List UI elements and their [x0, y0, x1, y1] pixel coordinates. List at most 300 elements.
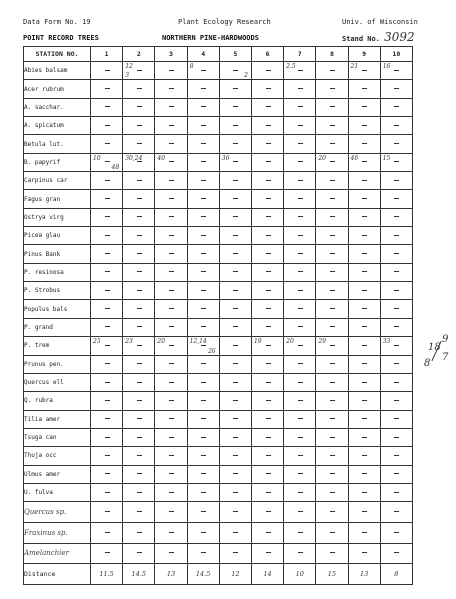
cell-tick — [330, 70, 335, 71]
record-cell — [155, 337, 187, 355]
cell-tick — [137, 271, 142, 272]
cell-tick — [266, 455, 271, 456]
cell-tick — [233, 198, 238, 199]
handwritten-species-row — [24, 522, 413, 543]
cell-tick — [330, 345, 335, 346]
handwritten-entry: 20 — [318, 154, 326, 162]
cell-tick — [169, 511, 174, 512]
species-name: Abies balsam — [24, 62, 91, 80]
distance-value: 10 — [284, 564, 316, 585]
cell-tick — [105, 437, 110, 438]
record-cell — [316, 153, 348, 171]
record-cell — [123, 80, 155, 98]
cell-tick — [394, 511, 399, 512]
record-cell — [187, 428, 219, 446]
cell-tick — [201, 511, 206, 512]
cell-tick — [330, 511, 335, 512]
cell-tick — [105, 180, 110, 181]
record-cell — [380, 190, 412, 208]
station-col-2: 2 — [123, 47, 155, 62]
record-cell — [316, 318, 348, 336]
record-cell — [251, 373, 283, 391]
species-name: Carpinus car — [24, 172, 91, 190]
cell-tick — [362, 552, 367, 553]
cell-tick — [394, 88, 399, 89]
cell-tick — [362, 161, 367, 162]
cell-tick — [233, 88, 238, 89]
record-cell — [91, 502, 123, 523]
cell-tick — [362, 400, 367, 401]
station-col-10: 10 — [380, 47, 412, 62]
cell-tick — [266, 326, 271, 327]
cell-tick — [330, 473, 335, 474]
cell-tick — [266, 161, 271, 162]
cell-tick — [394, 308, 399, 309]
record-cell — [187, 300, 219, 318]
species-name: Q. rubra — [24, 392, 91, 410]
record-cell — [348, 392, 380, 410]
record-cell — [348, 135, 380, 153]
cell-tick — [137, 308, 142, 309]
cell-tick — [362, 382, 367, 383]
record-cell — [284, 263, 316, 281]
cell-tick — [201, 492, 206, 493]
cell-tick — [169, 125, 174, 126]
record-cell — [123, 62, 155, 80]
record-cell — [91, 98, 123, 116]
handwritten-entry: 46 — [350, 154, 359, 162]
record-cell — [187, 263, 219, 281]
handwritten-entry: 12,14 — [189, 338, 207, 346]
record-cell — [187, 282, 219, 300]
cell-tick — [137, 345, 142, 346]
record-cell — [380, 208, 412, 226]
cell-tick — [266, 198, 271, 199]
cell-tick — [362, 198, 367, 199]
species-row — [24, 373, 413, 391]
species-row — [24, 392, 413, 410]
record-cell — [284, 62, 316, 80]
cell-tick — [394, 552, 399, 553]
station-col-9: 9 — [348, 47, 380, 62]
species-name: Quercus ell — [24, 373, 91, 391]
cell-tick — [266, 363, 271, 364]
cell-tick — [362, 271, 367, 272]
record-cell — [316, 355, 348, 373]
species-row — [24, 227, 413, 245]
cell-tick — [137, 235, 142, 236]
species-row — [24, 135, 413, 153]
record-cell — [380, 337, 412, 355]
record-cell — [251, 282, 283, 300]
record-cell — [155, 300, 187, 318]
cell-tick — [394, 253, 399, 254]
cell-tick — [394, 437, 399, 438]
record-cell — [380, 447, 412, 465]
cell-tick — [298, 106, 303, 107]
record-cell — [187, 80, 219, 98]
margin-note-bottom2: 7 — [442, 352, 449, 363]
record-cell — [348, 318, 380, 336]
handwritten-entry: 20 — [286, 338, 294, 346]
record-cell — [251, 392, 283, 410]
record-cell — [187, 98, 219, 116]
cell-tick — [266, 552, 271, 553]
record-cell — [123, 465, 155, 483]
cell-tick — [105, 492, 110, 493]
cell-tick — [201, 363, 206, 364]
record-cell — [123, 410, 155, 428]
forest-type: NORTHERN PINE-HARDWOODS — [162, 34, 259, 42]
cell-tick — [105, 125, 110, 126]
distance-value: 14.5 — [187, 564, 219, 585]
distance-value: 12 — [219, 564, 251, 585]
record-cell — [219, 355, 251, 373]
distance-value: 8 — [380, 564, 412, 585]
record-cell — [155, 62, 187, 80]
record-cell — [284, 153, 316, 171]
record-cell — [219, 300, 251, 318]
record-cell — [251, 337, 283, 355]
cell-tick — [330, 552, 335, 553]
cell-tick — [394, 290, 399, 291]
cell-tick — [201, 552, 206, 553]
record-cell — [155, 447, 187, 465]
handwritten-entry: 48 — [111, 164, 120, 172]
cell-tick — [201, 125, 206, 126]
distance-value: 14.5 — [123, 564, 155, 585]
record-cell — [251, 98, 283, 116]
cell-tick — [169, 455, 174, 456]
cell-tick — [330, 216, 335, 217]
record-cell — [123, 355, 155, 373]
cell-tick — [298, 437, 303, 438]
cell-tick — [137, 511, 142, 512]
record-cell — [348, 337, 380, 355]
record-cell — [187, 318, 219, 336]
record-cell — [316, 428, 348, 446]
record-cell — [155, 522, 187, 543]
record-cell — [316, 98, 348, 116]
cell-tick — [362, 253, 367, 254]
record-cell — [316, 190, 348, 208]
record-cell — [316, 410, 348, 428]
species-row — [24, 190, 413, 208]
record-cell — [284, 447, 316, 465]
record-cell — [91, 483, 123, 501]
record-cell — [219, 245, 251, 263]
cell-tick — [394, 235, 399, 236]
cell-tick — [362, 88, 367, 89]
cell-tick — [330, 382, 335, 383]
cell-tick — [298, 326, 303, 327]
record-cell — [155, 355, 187, 373]
cell-tick — [137, 492, 142, 493]
cell-tick — [105, 290, 110, 291]
university: Univ. of Wisconsin — [342, 18, 418, 26]
cell-tick — [330, 125, 335, 126]
record-cell — [91, 117, 123, 135]
handwritten-entry: 2.5 — [286, 63, 296, 70]
cell-tick — [233, 70, 238, 71]
record-cell — [123, 208, 155, 226]
cell-tick — [137, 290, 142, 291]
record-cell — [348, 98, 380, 116]
cell-tick — [105, 70, 110, 71]
cell-tick — [201, 216, 206, 217]
cell-tick — [105, 511, 110, 512]
cell-tick — [330, 198, 335, 199]
handwritten-entry: 36 — [221, 154, 230, 162]
cell-tick — [137, 143, 142, 144]
record-cell — [219, 428, 251, 446]
cell-tick — [394, 400, 399, 401]
record-cell — [91, 245, 123, 263]
distance-value: 13 — [155, 564, 187, 585]
species-name: A. spicatum — [24, 117, 91, 135]
cell-tick — [266, 125, 271, 126]
cell-tick — [233, 437, 238, 438]
species-row — [24, 483, 413, 501]
record-cell — [219, 392, 251, 410]
record-cell — [380, 392, 412, 410]
record-cell — [91, 337, 123, 355]
record-cell — [123, 153, 155, 171]
cell-tick — [266, 70, 271, 71]
species-name: U. fulva — [24, 483, 91, 501]
cell-tick — [266, 345, 271, 346]
cell-tick — [298, 235, 303, 236]
record-cell — [91, 522, 123, 543]
record-cell — [380, 80, 412, 98]
cell-tick — [298, 125, 303, 126]
cell-tick — [201, 271, 206, 272]
handwritten-entry: 8 — [189, 63, 194, 70]
record-cell — [123, 135, 155, 153]
record-cell — [316, 300, 348, 318]
record-cell — [316, 282, 348, 300]
record-cell — [316, 447, 348, 465]
cell-tick — [201, 70, 206, 71]
station-col-6: 6 — [251, 47, 283, 62]
cell-tick — [201, 235, 206, 236]
cell-tick — [266, 473, 271, 474]
record-cell — [284, 483, 316, 501]
species-row — [24, 263, 413, 281]
species-row — [24, 80, 413, 98]
record-cell — [348, 465, 380, 483]
record-cell — [284, 135, 316, 153]
record-cell — [284, 227, 316, 245]
record-cell — [380, 227, 412, 245]
record-cell — [91, 80, 123, 98]
record-cell — [219, 282, 251, 300]
record-cell — [380, 245, 412, 263]
cell-tick — [137, 70, 142, 71]
point-record-table — [23, 46, 413, 585]
record-cell — [187, 337, 219, 355]
handwritten-entry: 30,24 — [125, 154, 143, 162]
record-cell — [123, 543, 155, 564]
cell-tick — [201, 106, 206, 107]
cell-tick — [362, 473, 367, 474]
record-cell — [91, 543, 123, 564]
cell-tick — [394, 345, 399, 346]
cell-tick — [330, 161, 335, 162]
record-cell — [155, 282, 187, 300]
cell-tick — [362, 143, 367, 144]
species-name: A. sacchar. — [24, 98, 91, 116]
record-cell — [187, 373, 219, 391]
record-cell — [348, 502, 380, 523]
record-cell — [123, 318, 155, 336]
record-cell — [155, 465, 187, 483]
record-cell — [91, 318, 123, 336]
cell-tick — [394, 473, 399, 474]
cell-tick — [169, 235, 174, 236]
record-cell — [348, 117, 380, 135]
record-cell — [187, 208, 219, 226]
cell-tick — [137, 253, 142, 254]
cell-tick — [137, 125, 142, 126]
cell-tick — [298, 455, 303, 456]
cell-tick — [394, 492, 399, 493]
species-name: B. papyrif — [24, 153, 91, 171]
record-cell — [187, 117, 219, 135]
stand-value: 3092 — [384, 30, 415, 44]
record-cell — [123, 117, 155, 135]
cell-tick — [137, 552, 142, 553]
cell-tick — [394, 216, 399, 217]
record-cell — [284, 355, 316, 373]
cell-tick — [394, 326, 399, 327]
record-cell — [380, 263, 412, 281]
cell-tick — [362, 455, 367, 456]
cell-tick — [362, 418, 367, 419]
record-cell — [284, 190, 316, 208]
record-cell — [284, 522, 316, 543]
record-cell — [284, 245, 316, 263]
record-cell — [348, 190, 380, 208]
cell-tick — [201, 400, 206, 401]
record-cell — [348, 483, 380, 501]
cell-tick — [298, 70, 303, 71]
cell-tick — [233, 473, 238, 474]
cell-tick — [233, 511, 238, 512]
record-cell — [348, 263, 380, 281]
record-cell — [155, 502, 187, 523]
record-cell — [251, 543, 283, 564]
species-name: Acer rubrum — [24, 80, 91, 98]
species-row — [24, 98, 413, 116]
cell-tick — [105, 253, 110, 254]
cell-tick — [201, 418, 206, 419]
cell-tick — [169, 532, 174, 533]
record-cell — [187, 190, 219, 208]
record-cell — [348, 447, 380, 465]
record-cell — [219, 208, 251, 226]
record-cell — [91, 373, 123, 391]
species-name: P. Strobus — [24, 282, 91, 300]
cell-tick — [298, 345, 303, 346]
cell-tick — [201, 437, 206, 438]
record-cell — [284, 465, 316, 483]
species-name: Picea glau — [24, 227, 91, 245]
cell-tick — [137, 437, 142, 438]
record-cell — [380, 373, 412, 391]
record-cell — [284, 117, 316, 135]
record-cell — [316, 465, 348, 483]
record-cell — [123, 337, 155, 355]
cell-tick — [169, 216, 174, 217]
record-cell — [123, 428, 155, 446]
record-cell — [380, 543, 412, 564]
cell-tick — [298, 473, 303, 474]
record-cell — [219, 98, 251, 116]
cell-tick — [169, 88, 174, 89]
cell-tick — [105, 532, 110, 533]
record-cell — [123, 502, 155, 523]
record-cell — [219, 522, 251, 543]
species-row — [24, 245, 413, 263]
record-cell — [123, 447, 155, 465]
cell-tick — [105, 363, 110, 364]
handwritten-species-row — [24, 543, 413, 564]
handwritten-entry: 15 — [382, 154, 391, 162]
cell-tick — [298, 400, 303, 401]
handwritten-entry: 10 — [93, 154, 101, 162]
cell-tick — [298, 216, 303, 217]
record-cell — [91, 153, 123, 171]
record-cell — [155, 428, 187, 446]
record-cell — [380, 62, 412, 80]
species-row — [24, 318, 413, 336]
record-cell — [123, 483, 155, 501]
cell-tick — [169, 198, 174, 199]
record-cell — [91, 263, 123, 281]
stand-label: Stand No. — [342, 35, 380, 43]
record-cell — [380, 300, 412, 318]
record-cell — [380, 355, 412, 373]
cell-tick — [105, 455, 110, 456]
cell-tick — [233, 253, 238, 254]
cell-tick — [362, 308, 367, 309]
record-cell — [187, 502, 219, 523]
record-cell — [284, 172, 316, 190]
species-row — [24, 172, 413, 190]
cell-tick — [201, 161, 206, 162]
cell-tick — [105, 326, 110, 327]
cell-tick — [105, 88, 110, 89]
cell-tick — [330, 271, 335, 272]
species-name: Tilia amer — [24, 410, 91, 428]
record-cell — [123, 190, 155, 208]
cell-tick — [169, 290, 174, 291]
species-row — [24, 282, 413, 300]
cell-tick — [233, 400, 238, 401]
record-cell — [251, 410, 283, 428]
record-cell — [284, 318, 316, 336]
cell-tick — [137, 326, 142, 327]
handwritten-entry: 23 — [125, 338, 133, 346]
record-cell — [316, 172, 348, 190]
cell-tick — [394, 532, 399, 533]
cell-tick — [169, 363, 174, 364]
record-cell — [219, 172, 251, 190]
record-cell — [219, 543, 251, 564]
record-cell — [187, 447, 219, 465]
record-cell — [316, 135, 348, 153]
